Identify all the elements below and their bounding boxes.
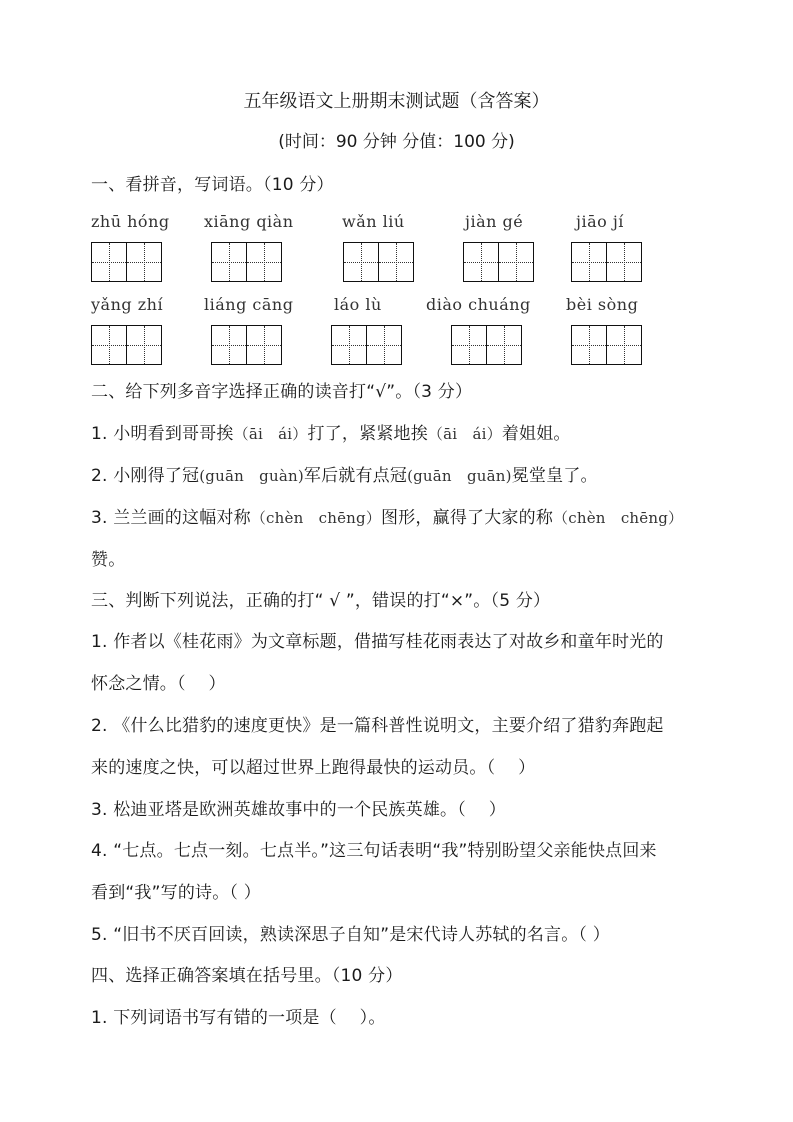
section1-heading: 一、看拼音，写词语。（10 分） [91, 175, 334, 195]
question-text: 2. 小刚得了冠 [91, 466, 200, 486]
writing-grid[interactable] [331, 325, 402, 365]
pinyin-label: xiāng qiàn [204, 212, 294, 231]
pinyin-label: yǎng zhí [91, 295, 164, 314]
judge-item-1-cont[interactable]: 怀念之情。（ ） [91, 674, 226, 694]
judge-item-1: 1. 作者以《桂花雨》为文章标题，借描写桂花雨表达了对故乡和童年时光的 [91, 632, 664, 652]
writing-grid[interactable] [451, 325, 522, 365]
pinyin-label: jiàn gé [465, 212, 524, 231]
section2-heading: 二、给下列多音字选择正确的读音打“√”。（3 分） [91, 382, 473, 402]
judge-item-4-cont[interactable]: 看到“我”写的诗。（ ） [91, 883, 261, 903]
judge-item-5[interactable]: 5. “旧书不厌百回读，熟读深思子自知”是宋代诗人苏轼的名言。（ ） [91, 925, 610, 945]
question-text: 军后就有点冠 [303, 466, 408, 486]
pinyin-options[interactable]: （āi ái） [233, 425, 308, 443]
writing-grid[interactable] [211, 325, 282, 365]
judge-item-4: 4. “七点。七点一刻。七点半。”这三句话表明“我”特别盼望父亲能快点回来 [91, 841, 657, 861]
writing-grid[interactable] [571, 325, 642, 365]
question-2-2 [91, 461, 598, 486]
question-2-1 [91, 419, 571, 444]
question-text: 3. 兰兰画的这幅对称 [91, 508, 251, 528]
pinyin-label: jiāo jí [576, 212, 624, 231]
question-text: 图形，赢得了大家的称 [381, 508, 554, 528]
pinyin-label: láo lù [334, 295, 382, 314]
question-text: 1. 小明看到哥哥挨 [91, 424, 234, 444]
pinyin-options[interactable]: （āi ái） [427, 425, 502, 443]
pinyin-options[interactable]: （chèn chēng） [250, 509, 382, 527]
pinyin-label: diào chuáng [426, 295, 531, 314]
pinyin-label: liáng cāng [204, 295, 294, 314]
question-2-3 [91, 503, 683, 528]
section3-heading: 三、判断下列说法，正确的打“ √ ”，错误的打“×”。（5 分） [91, 591, 551, 611]
pinyin-label: bèi sòng [566, 295, 639, 314]
question-text: 打了，紧紧地挨 [307, 424, 428, 444]
document-title: 五年级语文上册期末测试题（含答案） [243, 91, 550, 112]
writing-grid[interactable] [91, 242, 162, 282]
pinyin-options[interactable]: (guān guàn) [199, 467, 304, 485]
choice-question-1[interactable]: 1. 下列词语书写有错的一项是（ ）。 [91, 1008, 386, 1028]
writing-grid[interactable] [343, 242, 414, 282]
exam-info: (时间：90 分钟 分值：100 分) [278, 132, 515, 152]
pinyin-options[interactable]: （chèn chēng） [553, 509, 684, 527]
writing-grid[interactable] [91, 325, 162, 365]
question-text: 着姐姐。 [501, 424, 571, 444]
judge-item-2-cont[interactable]: 来的速度之快，可以超过世界上跑得最快的运动员。（ ） [91, 758, 536, 778]
writing-grid[interactable] [463, 242, 534, 282]
question-text: 冕堂皇了。 [511, 466, 598, 486]
judge-item-3[interactable]: 3. 松迪亚塔是欧洲英雄故事中的一个民族英雄。（ ） [91, 800, 506, 820]
section4-heading: 四、选择正确答案填在括号里。（10 分） [91, 966, 403, 986]
writing-grid[interactable] [211, 242, 282, 282]
pinyin-label: wǎn liú [342, 212, 405, 231]
pinyin-label: zhū hóng [91, 212, 170, 231]
judge-item-2: 2. 《什么比猎豹的速度更快》是一篇科普性说明文，主要介绍了猎豹奔跑起 [91, 716, 664, 736]
pinyin-options[interactable]: (guān guān) [407, 467, 512, 485]
writing-grid[interactable] [571, 242, 642, 282]
question-2-3-cont: 赞。 [91, 550, 126, 570]
